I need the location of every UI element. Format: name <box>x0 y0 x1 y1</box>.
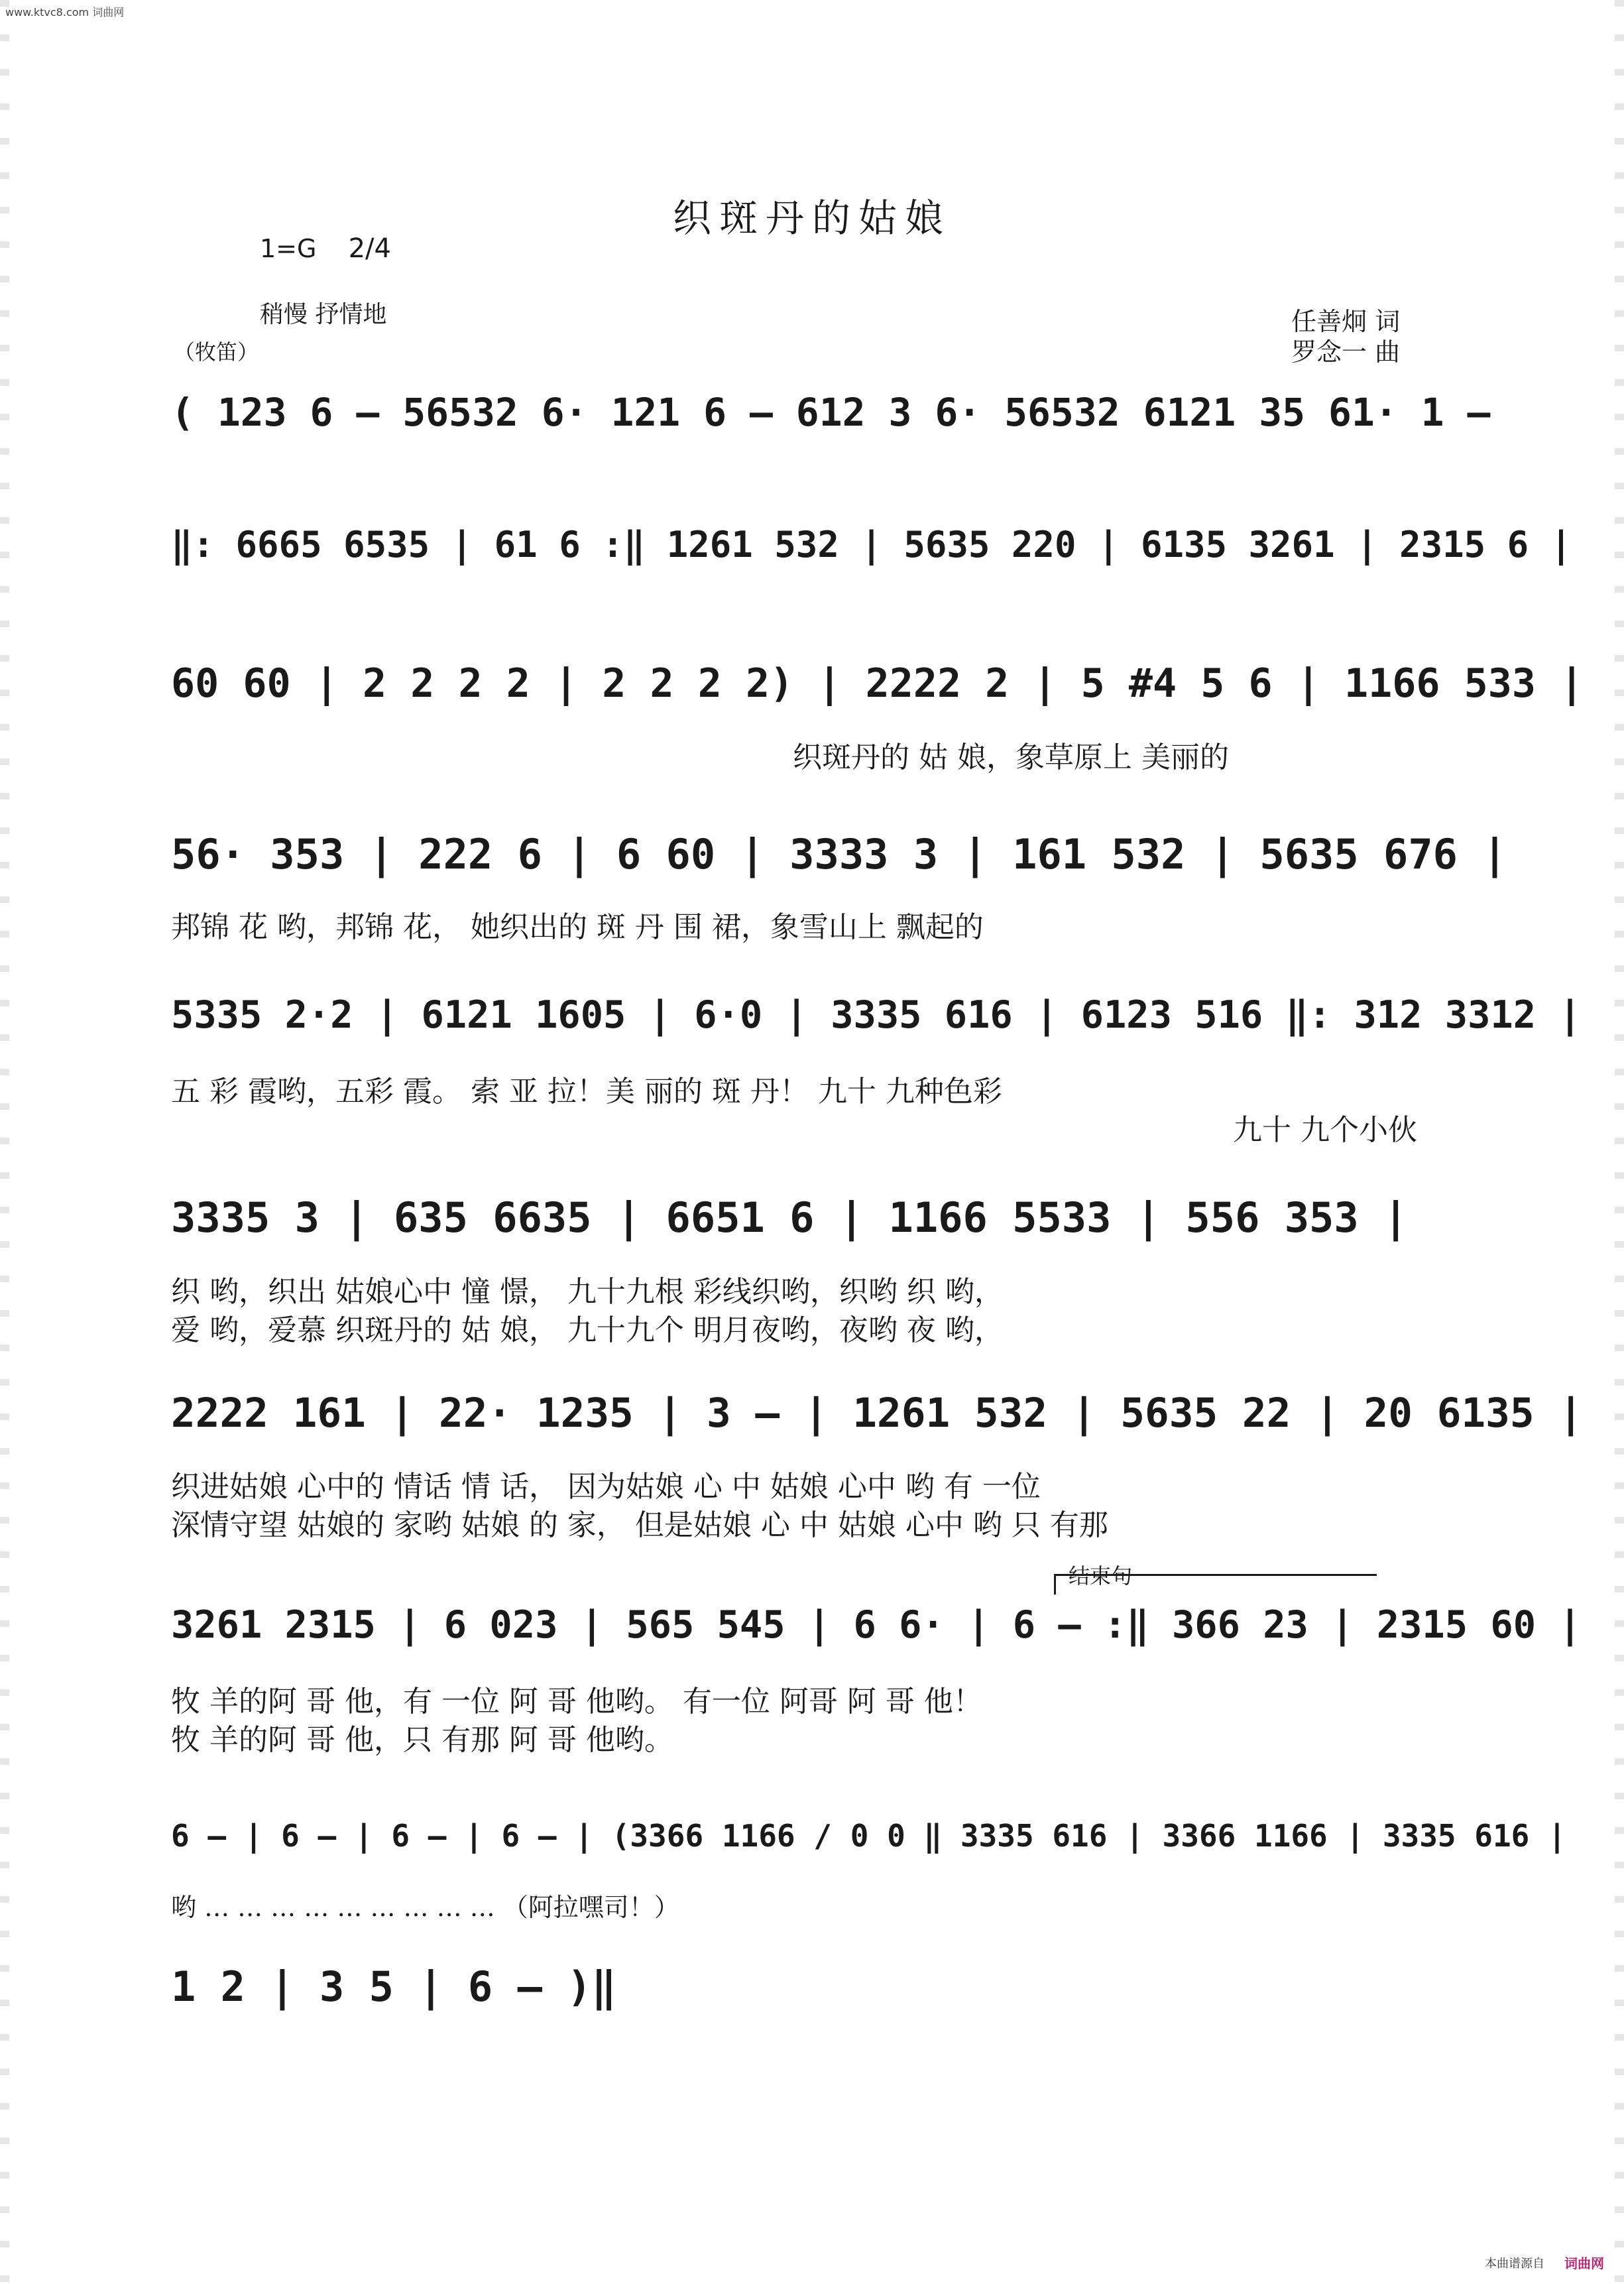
instrument-label: （牧笛） <box>174 339 259 365</box>
lyrics-line-3: 织斑丹的 姑 娘，象草原上 美丽的 <box>793 741 1229 774</box>
left-watermark-strip <box>0 0 9 2284</box>
lyrics-line-8a: 牧 羊的阿 哥 他，有 一位 阿 哥 他哟。 有一位 阿哥 阿 哥 他！ <box>171 1685 982 1718</box>
lyrics-line-8b: 牧 羊的阿 哥 他，只 有那 阿 哥 他哟。 <box>171 1723 673 1757</box>
time-signature: 2/4 <box>348 233 391 264</box>
site-url: www.ktvc8.com 词曲网 <box>5 6 125 19</box>
credits <box>1291 306 1400 367</box>
lyrics-line-6b: 爱 哟，爱慕 织斑丹的 姑 娘， 九十九个 明月夜哟，夜哟 夜 哟， <box>171 1313 1004 1347</box>
score-line-9: 6 – | 6 – | 6 – | 6 – | (3366 1166 / 0 0 ‖ 3335 616 | 3366 1166 | 3335 616 | <box>171 1818 1566 1854</box>
key-label: 1=G <box>260 234 317 263</box>
score-line-2: ‖: 6665 6535 | 61 6 :‖ 1261 532 | 5635 220 | 6135 3261 | 2315 6 | <box>171 524 1572 566</box>
composer: 罗念一 曲 <box>1291 337 1401 367</box>
ending-label: 结束句 <box>1069 1563 1133 1589</box>
lyrics-line-9: 哟 … … … … … … … … … （阿拉嘿司！） <box>171 1893 679 1922</box>
lyrics-line-7b: 深情守望 姑娘的 家哟 姑娘 的 家， 但是姑娘 心 中 姑娘 心中 哟 只 有那 <box>171 1508 1108 1542</box>
key-signature <box>260 233 391 264</box>
score-line-10: 1 2 | 3 5 | 6 – )‖ <box>171 1962 616 2011</box>
score-line-6: 3335 3 | 635 6635 | 6651 6 | 1166 5533 | 556 353 | <box>171 1193 1409 1242</box>
score-line-5: 5335 2·2 | 6121 1605 | 6·0 | 3335 616 | 6123 516 ‖: 312 3312 | <box>171 993 1582 1037</box>
lyrics-line-6a: 织 哟，织出 姑娘心中 憧 憬， 九十九根 彩线织哟，织哟 织 哟， <box>171 1275 1004 1309</box>
score-line-1: ( 123 6 – 56532 6· 121 6 – 612 3 6· 56532 6121 35 61· 1 – <box>171 390 1491 435</box>
lyrics-line-5a: 五 彩 霞哟，五彩 霞。 索 亚 拉！美 丽的 斑 丹！ 九十 九种色彩 <box>171 1075 1002 1109</box>
right-watermark-strip <box>1615 0 1624 2284</box>
score-line-7: 2222 161 | 22· 1235 | 3 – | 1261 532 | 5635 22 | 20 6135 | <box>171 1390 1584 1437</box>
score-line-4: 56· 353 | 222 6 | 6 60 | 3333 3 | 161 532 | 5635 676 | <box>171 830 1507 878</box>
lyricist: 任善炯 词 <box>1291 307 1401 336</box>
lyrics-line-4: 邦锦 花 哟，邦锦 花， 她织出的 斑 丹 围 裙，象雪山上 飘起的 <box>171 910 984 944</box>
tempo-marking: 稍慢 抒情地 <box>260 301 387 328</box>
score-line-8: 3261 2315 | 6 023 | 565 545 | 6 6· | 6 – :‖ 366 23 | 2315 60 | <box>171 1603 1582 1647</box>
footer-site-logo: 词曲网 <box>1564 2255 1604 2271</box>
song-title: 织斑丹的姑娘 <box>672 196 951 241</box>
lyrics-line-7a: 织进姑娘 心中的 情话 情 话， 因为姑娘 心 中 姑娘 心中 哟 有 一位 <box>171 1470 1041 1504</box>
lyrics-line-5b: 九十 九个小伙 <box>1233 1113 1417 1147</box>
score-line-3: 60 60 | 2 2 2 2 | 2 2 2 2) | 2222 2 | 5 #4 5 6 | 1166 533 | <box>171 660 1584 707</box>
footer-source: 本曲谱源自 <box>1485 2257 1544 2271</box>
